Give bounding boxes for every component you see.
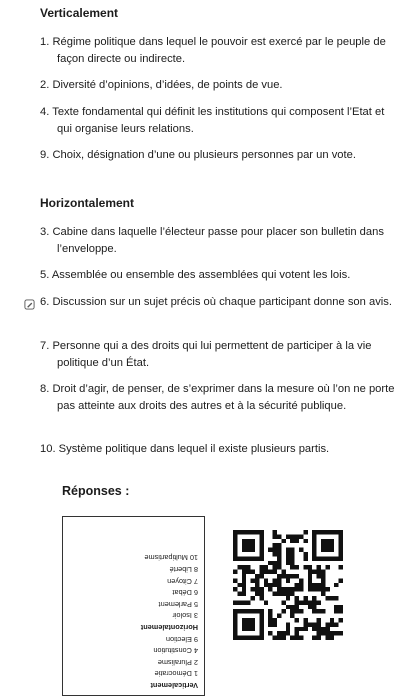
answers-title: Réponses : xyxy=(62,484,130,498)
answer-key-box xyxy=(62,516,205,696)
answer-item: 4 Constitution xyxy=(153,646,198,656)
clue-vertical-9: 9. Choix, désignation d’une ou plusieurs personnes par un vote. xyxy=(40,149,356,161)
vertical-heading: Verticalement xyxy=(40,6,119,20)
answer-key-upside-down xyxy=(63,517,205,696)
answer-item: 10 Multipartisme xyxy=(144,553,198,563)
answer-horizontal-heading: Horizontalement xyxy=(140,623,198,633)
clue-vertical-1: 1. Régime politique dans lequel le pouvoir est exercé par le peuple de façon directe ou indirecte. xyxy=(40,36,386,65)
clue-horizontal-7: 7. Personne qui a des droits qui lui permettent de participer à la vie politique d’un État. xyxy=(40,340,372,369)
answer-item: 9 Election xyxy=(165,634,198,644)
answer-item: 6 Débat xyxy=(172,588,198,598)
answer-item: 3 Isoloir xyxy=(172,611,198,621)
answer-item: 2 Pluralisme xyxy=(157,657,198,667)
clue-vertical-4: 4. Texte fondamental qui définit les institutions qui composent l’Etat et qui organise leurs relations. xyxy=(40,106,385,135)
answer-vertical-heading: Verticalement xyxy=(150,681,198,690)
clue-horizontal-10: 10. Système politique dans lequel il existe plusieurs partis. xyxy=(40,443,330,455)
answer-item: 7 Citoyen xyxy=(167,576,198,586)
clue-horizontal-6: 6. Discussion sur un sujet précis où chaque participant donne son avis. xyxy=(40,296,392,308)
clue-horizontal-5: 5. Assemblée ou ensemble des assemblées qui votent les lois. xyxy=(40,269,351,281)
horizontal-heading: Horizontalement xyxy=(40,196,135,210)
answer-item: 5 Parlement xyxy=(158,599,198,609)
clue-horizontal-3: 3. Cabine dans laquelle l’électeur passe pour placer son bulletin dans l’enveloppe. xyxy=(40,226,384,255)
edit-icon[interactable] xyxy=(24,299,35,310)
clue-horizontal-8: 8. Droit d’agir, de penser, de s’exprimer dans la mesure où l’on ne porte pas atteinte aux droits des autres et à la sécurité publique. xyxy=(40,383,395,412)
qr-code-icon[interactable] xyxy=(233,530,343,640)
answer-item: 8 Liberté xyxy=(169,565,198,575)
answer-item: 1 Démocratie xyxy=(154,669,198,679)
clue-vertical-2: 2. Diversité d’opinions, d’idées, de points de vue. xyxy=(40,79,283,91)
